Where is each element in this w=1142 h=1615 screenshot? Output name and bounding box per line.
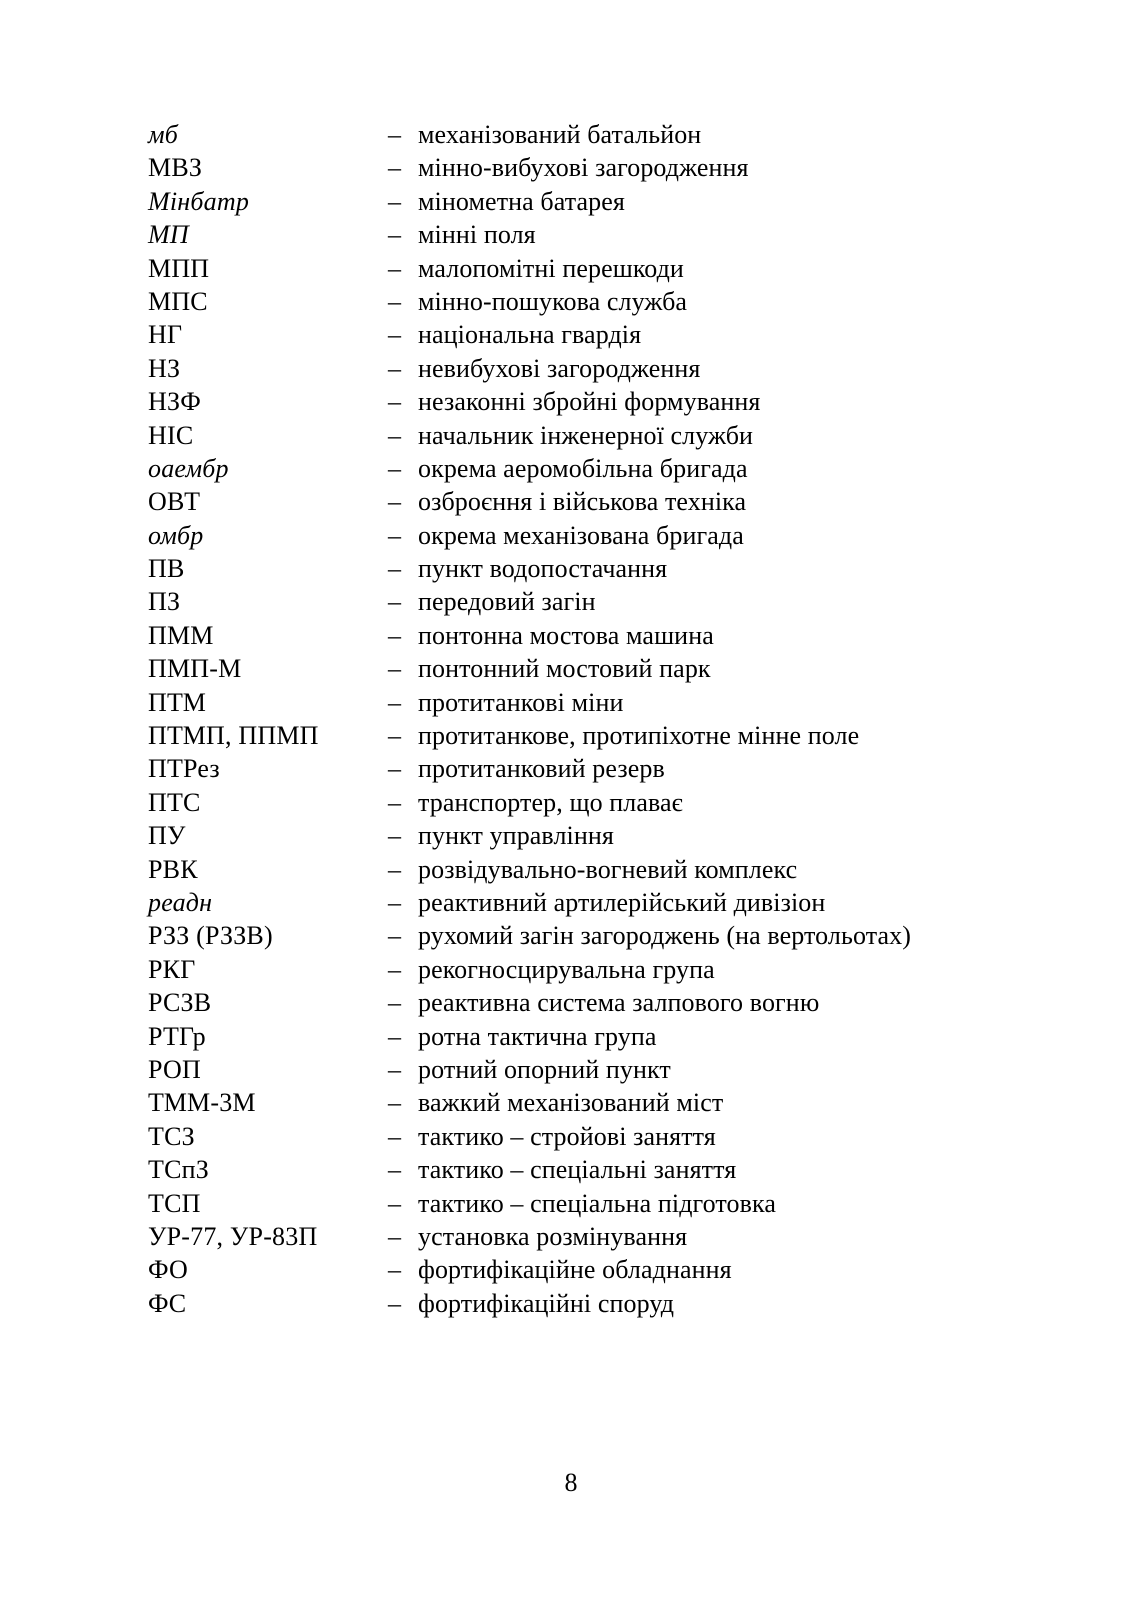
abbreviation-definition: окрема аеромобільна бригада: [418, 453, 748, 483]
abbreviation-definition: начальник інженерної служби: [418, 420, 754, 450]
abbreviation-term: УР-77, УР-83П: [148, 1221, 318, 1251]
abbreviation-definition: установка розмінування: [418, 1221, 688, 1251]
abbreviation-dash: –: [388, 387, 401, 417]
abbreviation-row: [148, 1287, 1008, 1320]
abbreviation-dash: –: [388, 787, 401, 817]
abbreviation-term: ОВТ: [148, 487, 201, 517]
abbreviation-definition: ротна тактична група: [418, 1021, 657, 1051]
abbreviation-row: [148, 619, 1008, 652]
abbreviation-definition: мінно-вибухові загородження: [418, 153, 749, 183]
abbreviation-dash: –: [388, 1221, 401, 1251]
abbreviation-definition: протитанкове, протипіхотне мінне поле: [418, 721, 860, 751]
page-number: 8: [564, 1468, 578, 1497]
abbreviation-definition: пункт водопостачання: [418, 554, 668, 584]
abbreviation-definition: рухомий загін загороджень (на вертольотах): [418, 921, 911, 951]
abbreviation-definition: ротний опорний пункт: [418, 1054, 671, 1084]
abbreviation-definition: малопомітні перешкоди: [418, 253, 684, 283]
abbreviation-row: [148, 886, 1008, 919]
abbreviation-row: [148, 719, 1008, 752]
abbreviation-row: [148, 552, 1008, 585]
abbreviation-dash: –: [388, 587, 401, 617]
abbreviation-dash: –: [388, 253, 401, 283]
abbreviation-row: [148, 752, 1008, 785]
abbreviation-definition: понтонна мостова машина: [418, 620, 714, 650]
abbreviation-term: РОП: [148, 1054, 201, 1084]
abbreviation-row: [148, 1120, 1008, 1153]
abbreviation-dash: –: [388, 1121, 401, 1151]
abbreviation-definition: реактивна система залпового вогню: [418, 988, 820, 1018]
abbreviation-dash: –: [388, 153, 401, 183]
abbreviation-definition: передовий загін: [418, 587, 596, 617]
abbreviation-term: ПЗ: [148, 587, 181, 617]
abbreviation-term: ПТМП, ППМП: [148, 721, 319, 751]
abbreviation-definition: тактико – спеціальні заняття: [418, 1155, 737, 1185]
abbreviation-dash: –: [388, 220, 401, 250]
abbreviation-term: МП: [148, 220, 189, 250]
abbreviation-definition: понтонний мостовий парк: [418, 654, 711, 684]
abbreviation-dash: –: [388, 754, 401, 784]
abbreviation-dash: –: [388, 353, 401, 383]
abbreviation-row: [148, 786, 1008, 819]
abbreviation-term: НЗ: [148, 353, 181, 383]
abbreviation-dash: –: [388, 887, 401, 917]
abbreviation-term: ТСЗ: [148, 1121, 195, 1151]
abbreviation-term: МПП: [148, 253, 210, 283]
abbreviation-term: НГ: [148, 320, 183, 350]
abbreviation-definition: тактико – стройові заняття: [418, 1121, 716, 1151]
abbreviation-definition: мінні поля: [418, 220, 536, 250]
abbreviation-term: МПС: [148, 286, 208, 316]
abbreviation-row: [148, 986, 1008, 1019]
abbreviation-dash: –: [388, 1188, 401, 1218]
abbreviation-row: [148, 185, 1008, 218]
abbreviation-term: НІС: [148, 420, 194, 450]
abbreviation-dash: –: [388, 420, 401, 450]
abbreviation-term: ПТМ: [148, 687, 207, 717]
abbreviation-row: [148, 1086, 1008, 1119]
abbreviation-definition: фортифікаційні споруд: [418, 1288, 675, 1318]
abbreviation-definition: тактико – спеціальна підготовка: [418, 1188, 776, 1218]
abbreviation-term: РЗЗ (РЗЗВ): [148, 921, 273, 951]
abbreviation-term: ФО: [148, 1255, 189, 1285]
abbreviation-dash: –: [388, 954, 401, 984]
abbreviation-term: ПУ: [148, 821, 186, 851]
abbreviation-dash: –: [388, 854, 401, 884]
abbreviation-definition: механізований батальйон: [418, 120, 702, 149]
abbreviation-dash: –: [388, 654, 401, 684]
abbreviation-definition: мінно-пошукова служба: [418, 286, 688, 316]
abbreviation-definition: реактивний артилерійський дивізіон: [418, 887, 826, 917]
abbreviation-definition: протитанкові міни: [418, 687, 624, 717]
abbreviation-dash: –: [388, 921, 401, 951]
abbreviation-row: [148, 285, 1008, 318]
abbreviation-term: ТСП: [148, 1188, 201, 1218]
abbreviation-row: [148, 853, 1008, 886]
abbreviation-row: [148, 1053, 1008, 1086]
abbreviation-row: [148, 385, 1008, 418]
abbreviation-dash: –: [388, 1088, 401, 1118]
abbreviation-row: [148, 1153, 1008, 1186]
abbreviation-definition: протитанковий резерв: [418, 754, 665, 784]
abbreviation-term: НЗФ: [148, 387, 201, 417]
abbreviation-dash: –: [388, 120, 401, 149]
abbreviation-term: ПМП-М: [148, 654, 242, 684]
abbreviation-term: ПВ: [148, 554, 185, 584]
abbreviation-term: ПММ: [148, 620, 214, 650]
abbreviation-dash: –: [388, 1288, 401, 1318]
abbreviation-term: РСЗВ: [148, 988, 212, 1018]
abbreviation-term: омбр: [148, 520, 204, 550]
abbreviation-term: реадн: [148, 887, 213, 917]
abbreviation-dash: –: [388, 1255, 401, 1285]
abbreviation-row: [148, 252, 1008, 285]
abbreviation-row: [148, 318, 1008, 351]
abbreviation-definition: транспортер, що плаває: [418, 787, 683, 817]
abbreviation-term: ФС: [148, 1288, 187, 1318]
abbreviation-term: Мінбатр: [148, 186, 250, 216]
abbreviation-definition: невибухові загородження: [418, 353, 701, 383]
abbreviation-dash: –: [388, 988, 401, 1018]
abbreviation-definition: національна гвардія: [418, 320, 642, 350]
abbreviation-row: [148, 519, 1008, 552]
abbreviation-row: [148, 919, 1008, 952]
abbreviation-term: РКГ: [148, 954, 196, 984]
abbreviation-dash: –: [388, 453, 401, 483]
abbreviation-term: ТСпЗ: [148, 1155, 209, 1185]
abbreviation-row: [148, 585, 1008, 618]
abbreviation-term: ПТРез: [148, 754, 220, 784]
abbreviation-definition: рекогносцирувальна група: [418, 954, 715, 984]
abbreviation-row: [148, 686, 1008, 719]
abbreviation-definition: озброєння і військова техніка: [418, 487, 747, 517]
abbreviation-term: РТГр: [148, 1021, 206, 1051]
abbreviation-definition: розвідувально-вогневий комплекс: [418, 854, 798, 884]
abbreviation-row: [148, 151, 1008, 184]
abbreviation-row: [148, 452, 1008, 485]
abbreviation-term: ПТС: [148, 787, 201, 817]
abbreviation-term: ТММ-3М: [148, 1088, 256, 1118]
abbreviation-row: [148, 118, 1008, 151]
abbreviation-definition: фортифікаційне обладнання: [418, 1255, 732, 1285]
abbreviation-row: [148, 1187, 1008, 1220]
abbreviation-definition: важкий механізований міст: [418, 1088, 724, 1118]
abbreviation-row: [148, 218, 1008, 251]
abbreviation-definition: мінометна батарея: [418, 186, 625, 216]
abbreviation-definition: незаконні збройні формування: [418, 387, 761, 417]
abbreviation-dash: –: [388, 320, 401, 350]
abbreviation-dash: –: [388, 1155, 401, 1185]
abbreviation-definition: окрема механізована бригада: [418, 520, 744, 550]
abbreviation-row: [148, 819, 1008, 852]
abbreviation-dash: –: [388, 520, 401, 550]
abbreviation-row: [148, 953, 1008, 986]
abbreviation-dash: –: [388, 1054, 401, 1084]
abbreviation-term: МВЗ: [148, 153, 203, 183]
abbreviation-dash: –: [388, 721, 401, 751]
abbreviation-row: [148, 1220, 1008, 1253]
abbreviation-term: оаембр: [148, 453, 229, 483]
abbreviation-row: [148, 1020, 1008, 1053]
abbreviation-row: [148, 652, 1008, 685]
abbreviation-dash: –: [388, 687, 401, 717]
abbreviation-dash: –: [388, 554, 401, 584]
abbreviation-dash: –: [388, 286, 401, 316]
abbreviation-dash: –: [388, 186, 401, 216]
abbreviation-dash: –: [388, 620, 401, 650]
abbreviation-dash: –: [388, 1021, 401, 1051]
abbreviations-list: [148, 118, 1008, 1320]
abbreviation-dash: –: [388, 487, 401, 517]
abbreviation-term: РВК: [148, 854, 198, 884]
abbreviation-definition: пункт управління: [418, 821, 614, 851]
abbreviation-dash: –: [388, 821, 401, 851]
abbreviation-row: [148, 352, 1008, 385]
abbreviation-row: [148, 1253, 1008, 1286]
abbreviation-row: [148, 485, 1008, 518]
abbreviation-row: [148, 419, 1008, 452]
abbreviation-term: мб: [148, 120, 179, 149]
